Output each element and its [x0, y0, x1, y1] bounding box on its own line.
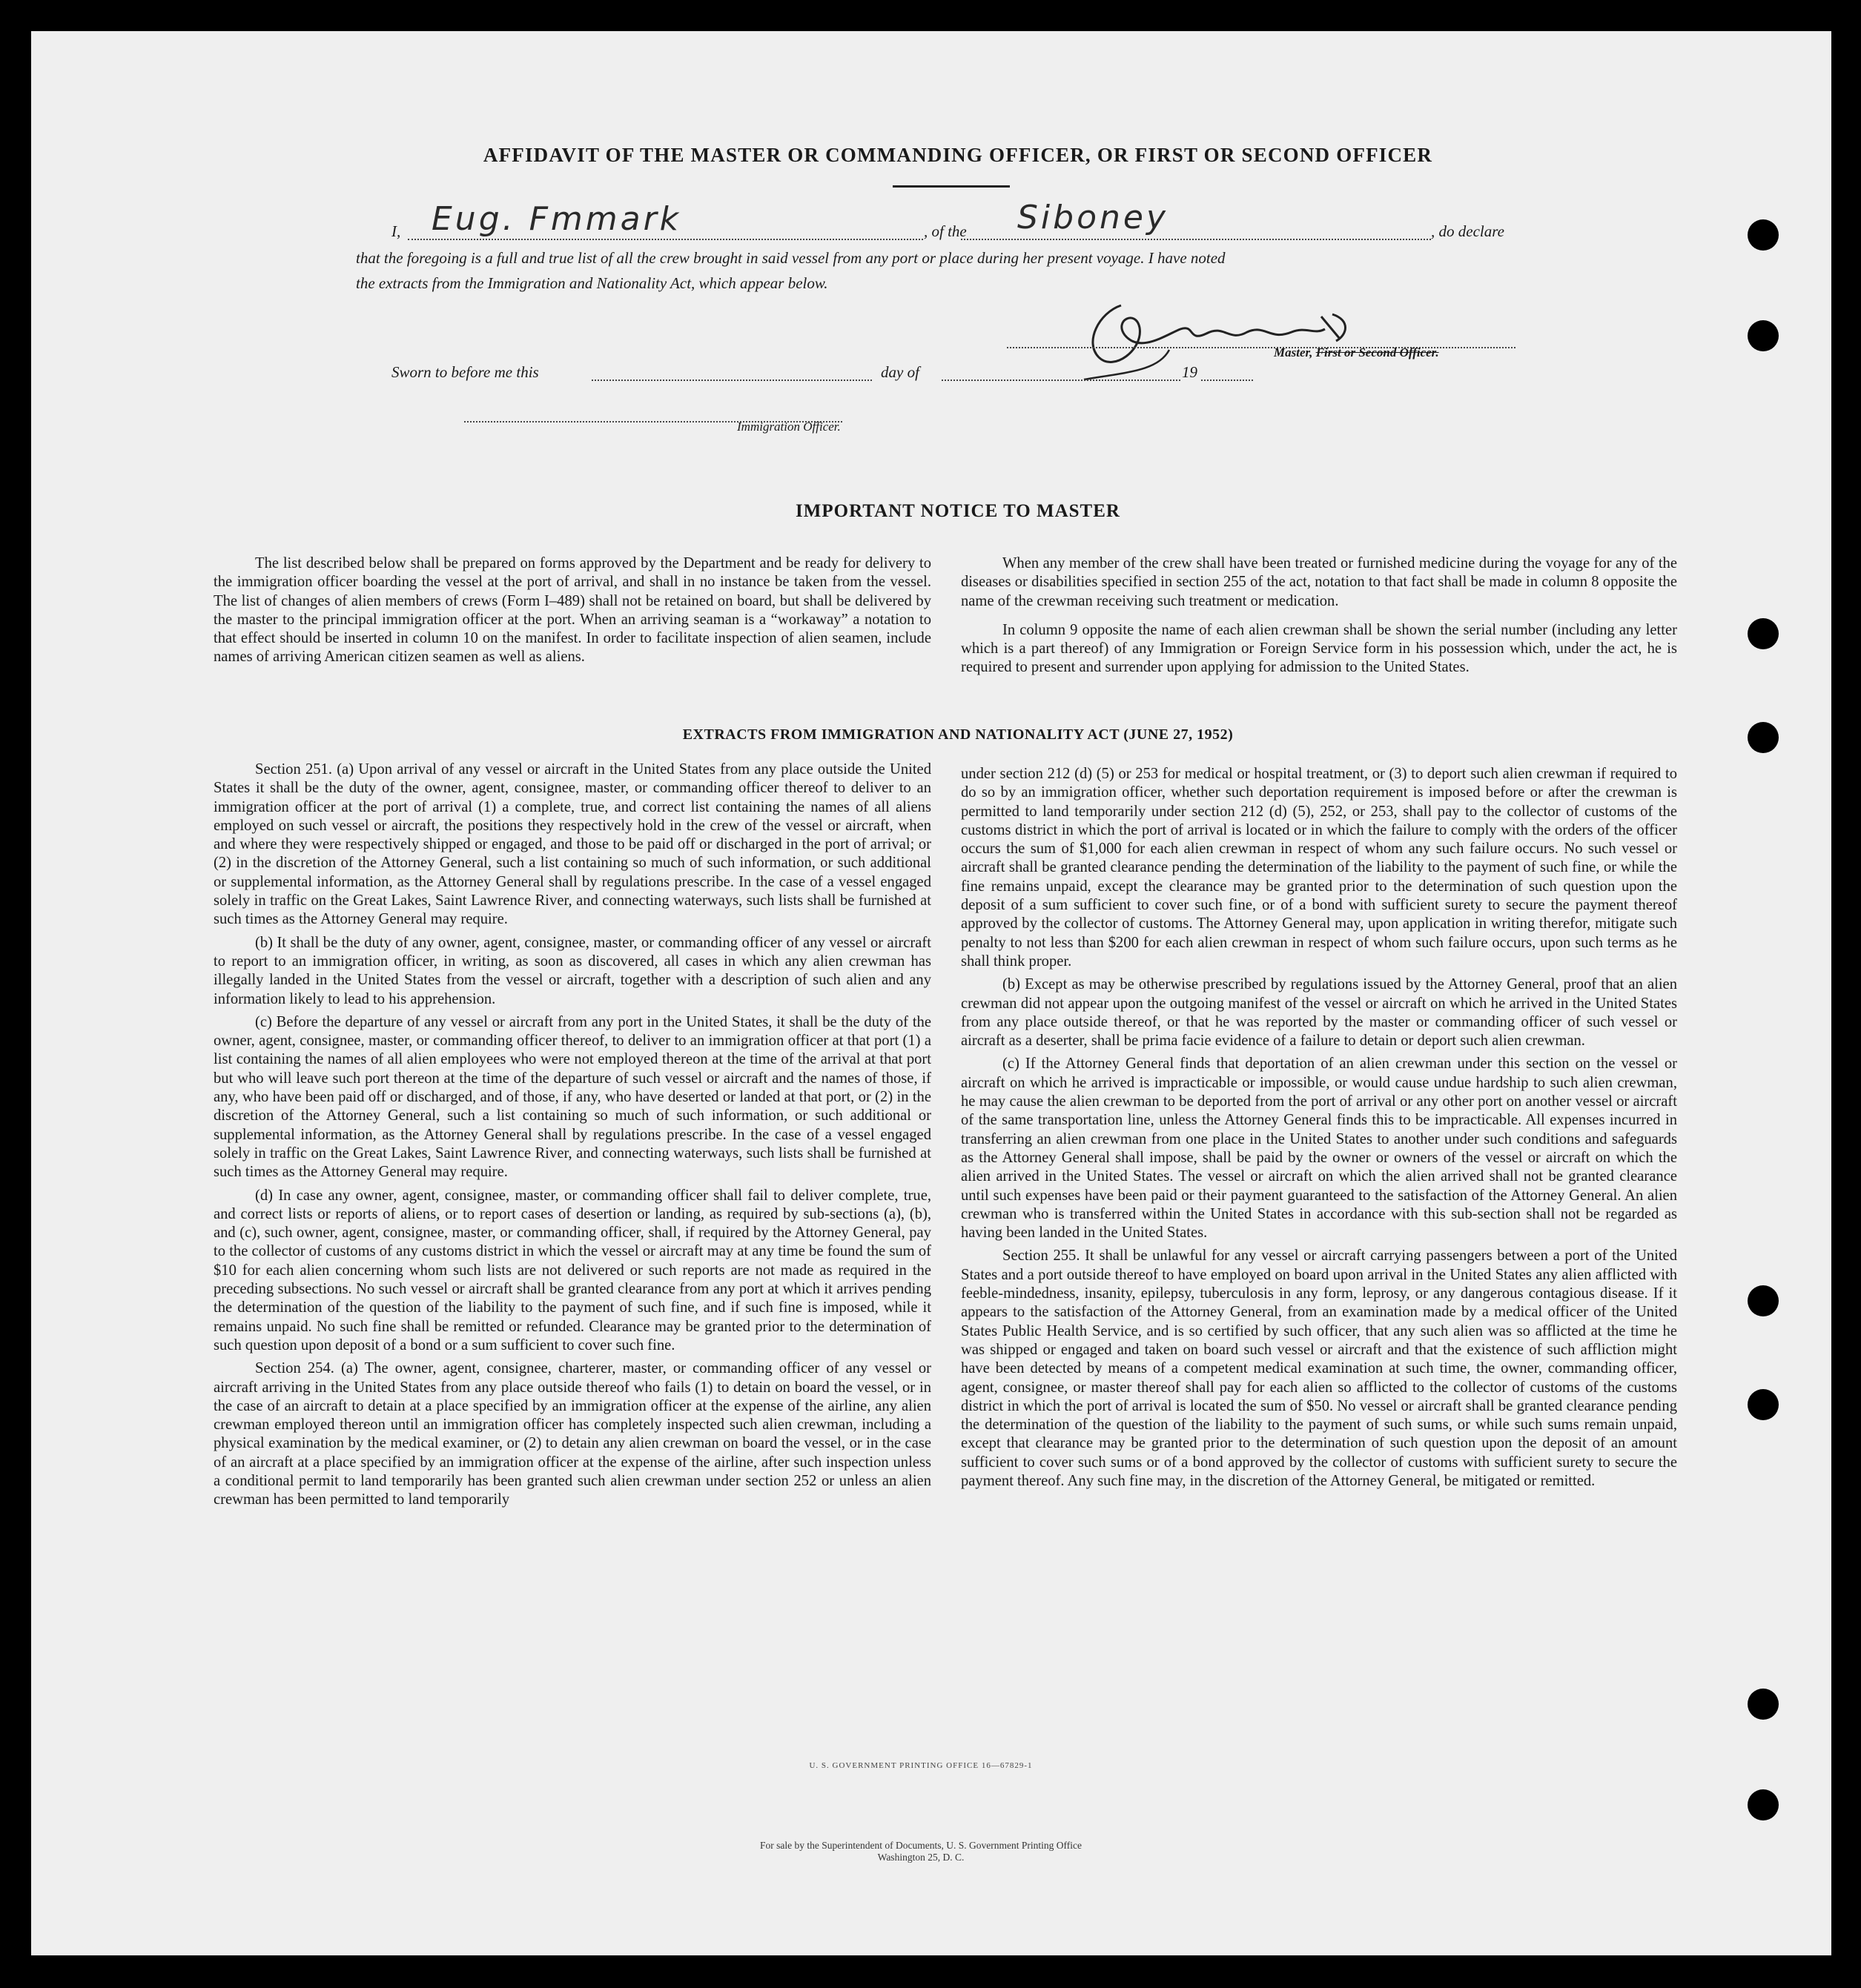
declaration-line-3: the extracts from the Immigration and Nationality Act, which appear below.: [356, 274, 828, 292]
master-label: [1274, 345, 1439, 360]
title-rule: [893, 185, 1010, 188]
of-the-label: , of the: [924, 222, 967, 240]
sale-line-1: For sale by the Superintendent of Documents, U. S. Government Printing Office: [760, 1840, 1082, 1851]
vessel-name-handwriting: Siboney: [1017, 199, 1169, 236]
binder-hole-2: [1748, 320, 1779, 351]
struck-officer-label: First or Second Officer.: [1315, 345, 1439, 360]
extracts-heading: EXTRACTS FROM IMMIGRATION AND NATIONALITY ACT (JUNE 27, 1952): [682, 726, 1234, 743]
signature-line: [1007, 341, 1515, 348]
section-251-a: Section 251. (a) Upon arrival of any vessel or aircraft in the United States from any place outside the United States it shall be the duty of the owner, agent, consignee, master, or commanding officer thereof to deliver to an immigration officer at the port of arrival (1) a complete, true, and correct list containing the names of all aliens employed on such vessel or aircraft, the positions they respectively hold in the crew of the vessel or aircraft, when and where they were respectively shipped or engaged, and those to be paid off or discharged in the port of arrival; or (2) in the discretion of the Attorney General, such a list containing so much of such information, or such additional or supplemental information, as the Attorney General shall by regulations prescribe. In the case of a vessel engaged solely in traffic on the Great Lakes, Saint Lawrence River, and connecting waterways, such lists shall be furnished at such times as the Attorney General may require.: [214, 761, 931, 928]
section-254-a: Section 254. (a) The owner, agent, consignee, charterer, master, or commanding officer of any vessel or aircraft arriving in the United States from any place outside thereof who fails (1) to detain on board the vessel, or in the case of an aircraft to detain at a place specified by an immigration officer at the expense of the airline, any alien crewman employed thereon until an immigration officer has completely inspected such alien crewman, including a physical examination by the medical examiner, or (2) to detain any alien crewman on board the vessel, or in the case of an aircraft at a place specified by an immigration officer at the expense of the airline, after such inspection unless a conditional permit to land temporarily has been granted such alien crewman under section 252 or unless an alien crewman has been permitted to land temporarily: [214, 1360, 931, 1508]
year-prefix: 19: [1182, 363, 1197, 381]
sworn-year-field[interactable]: [1201, 366, 1253, 381]
i-label: I,: [391, 222, 401, 240]
extracts-right-column: [961, 765, 1677, 1495]
notice-left-column: [214, 554, 931, 672]
master-label-text: Master,: [1274, 345, 1313, 360]
notice-right-column: [961, 554, 1677, 682]
affidavit-page: [31, 31, 1831, 1955]
sale-line-2: Washington 25, D. C.: [877, 1852, 965, 1863]
section-254-c: (c) If the Attorney General finds that deportation of an alien crewman under this section on the vessel or aircraft on which he arrived is impracticable or impossible, or would cause undue hardship to such alien crewman, he may cause the alien crewman to be deported from the port of arrival or any other port on another vessel or aircraft of the same transportation line, unless the Attorney General finds this to be impracticable. All expenses incurred in transferring an alien crewman from one place in the United States to another under such conditions and safeguards as the Attorney General shall impose, shall be paid by the owner or owners of the vessel or aircraft on which the alien arrived in the United States. The vessel or aircraft on which the alien arrived shall not be granted clearance until such expenses have been paid or their payment guaranteed to the satisfaction of the Attorney General. An alien crewman who is transferred within the United States in accordance with this sub-section shall not be regarded as having been landed in the United States.: [961, 1056, 1677, 1242]
section-251-c: (c) Before the departure of any vessel or aircraft from any port in the United States, it shall be the duty of the owner, agent, consignee, master, or commanding officer thereof, to deliver to an immigration officer at that port (1) a list containing the names of all alien employees who were not employed thereon at the time of the arrival at that port but who will leave such port thereon at the time of the departure of such vessel or aircraft and the names of those, if any, who have been paid off or discharged, and of those, if any, who have deserted or landed at that port, or (2) in the discretion of the Attorney General, such a list containing so much of such information, or such additional or supplemental information, as the Attorney General shall by regulations prescribe. In the case of a vessel engaged solely in traffic on the Great Lakes, Saint Lawrence River, and connecting waterways, such lists shall be furnished at such times as the Attorney General may require.: [214, 1013, 931, 1181]
immigration-officer-label: Immigration Officer.: [737, 420, 841, 434]
sworn-label: Sworn to before me this: [391, 363, 539, 381]
printing-office-code: U. S. GOVERNMENT PRINTING OFFICE 16—67829-1: [809, 1761, 1033, 1770]
binder-hole-7: [1748, 1689, 1779, 1720]
do-declare-label: , do declare: [1431, 222, 1504, 240]
section-254-b: (b) Except as may be otherwise prescribed by regulations issued by the Attorney General, proof that an alien crewman did not appear upon the outgoing manifest of the vessel or aircraft on which he arrived in the United States from any place outside thereof, or that he was reported by the master or commanding officer of such vessel or aircraft as a deserter, shall be prima facie evidence of a failure to detain or deport such alien crewman.: [961, 976, 1677, 1050]
section-251-b: (b) It shall be the duty of any owner, agent, consignee, master, or commanding officer of any vessel or aircraft to report to an immigration officer, in writing, as soon as discovered, all cases in which any alien crewman has illegally landed in the United States from the vessel or aircraft, together with a description of such alien and any information likely to lead to his apprehension.: [214, 934, 931, 1007]
declaration-line-2: that the foregoing is a full and true list of all the crew brought in said vessel from any port or place during her present voyage. I have noted: [356, 249, 1226, 267]
section-254-a-continued: under section 212 (d) (5) or 253 for medical or hospital treatment, or (3) to deport such alien crewman if required to do so by an immigration officer, whether such deportation requirement is imposed before or after the crewman is permitted to land temporarily under section 212 (d) (5), 252, or 253, shall pay to the collector of customs of the customs district in which the port of arrival is located or in which the failure to comply with the orders of the officer occurs the sum of $1,000 for each alien crewman in respect of whom any such failure occurs. No such vessel or aircraft shall be granted clearance pending the determination of the liability to the payment of such fine, or while the fine remains unpaid, except the clearance may be granted prior to the determination of such question upon the deposit of a sum sufficient to cover such fine, or of a bond with sufficient surety to secure the payment thereof approved by the collector of customs. The Attorney General may, upon application in writing therefor, mitigate such penalty to not less than $200 for each alien crewman in respect of whom such failure occurs, upon such terms as he shall think proper.: [961, 766, 1677, 970]
day-of-label: day of: [881, 363, 919, 381]
notice-right-text-2: In column 9 opposite the name of each alien crewman shall be shown the serial number (including any letter which is a part thereof) of any Immigration or Foreign Service form in his possession which, under the act, he is required to present and surrender upon applying for admission to the United States.: [961, 621, 1677, 676]
binder-hole-4: [1748, 722, 1779, 753]
master-name-handwriting: Eug. Fmmark: [432, 200, 682, 238]
affidavit-title: AFFIDAVIT OF THE MASTER OR COMMANDING OFFICER, OR FIRST OR SECOND OFFICER: [483, 144, 1433, 166]
sworn-month-field[interactable]: [942, 366, 1180, 381]
section-255: Section 255. It shall be unlawful for any vessel or aircraft carrying passengers between a port of the United States and a port outside thereof to have employed on board upon arrival in the United States any alien afflicted with feeble-mindedness, insanity, epilepsy, tuberculosis in any form, leprosy, or any dangerous contagious disease. If it appears to the satisfaction of the Attorney General, from an examination made by a medical officer of the United States Public Health Service, and is so certified by such officer, that any such alien was so afflicted at the time he was shipped or engaged and taken on board such vessel or aircraft and that the existence of such affliction might have been detected by means of a competent medical examination at such time, the owner, commanding officer, agent, consignee, or master thereof shall pay for each alien so afflicted to the collector of customs of the customs district in which the port of arrival is located the sum of $50. No vessel or aircraft shall be granted clearance pending the determination of the question of the liability to the payment of such sums, or while such sums remain unpaid, except that clearance may be granted prior to the determination of such question upon the deposit of an amount sufficient to cover such sums or of a bond approved by the collector of customs with sufficient surety to secure the payment thereof. Any such fine may, in the discretion of the Attorney General, be mitigated or remitted.: [961, 1248, 1677, 1489]
binder-hole-8: [1748, 1789, 1779, 1820]
notice-left-text: The list described below shall be prepared on forms approved by the Department and be ready for delivery to the immigration officer boarding the vessel at the port of arrival, and shall in no instance be taken from the vessel. The list of changes of alien members of crews (Form I–489) shall not be retained on board, but shall be delivered by the master to the principal immigration officer at the port. When an arriving seaman is a “workaway” a notation to that effect should be inserted in column 10 on the manifest. In order to facilitate inspection of alien seamen, include names of arriving American citizen seamen as well as aliens.: [214, 555, 931, 666]
binder-hole-3: [1748, 618, 1779, 649]
binder-hole-1: [1748, 219, 1779, 251]
binder-hole-5: [1748, 1285, 1779, 1316]
binder-hole-6: [1748, 1389, 1779, 1420]
notice-heading: IMPORTANT NOTICE TO MASTER: [796, 501, 1120, 521]
sworn-day-field[interactable]: [592, 366, 872, 381]
sale-notice: [550, 1840, 1292, 1863]
section-251-d: (d) In case any owner, agent, consignee, master, or commanding officer shall fail to deliver complete, true, and correct lists or reports of aliens, or to report cases of desertion or landing, as required by sub-sections (a), (b), and (c), such owner, agent, consignee, master, or commanding officer, shall, if required by the Attorney General, pay to the collector of customs of any customs district in which the vessel or aircraft may at any time be found the sum of $10 for each alien concerning whom such lists are not delivered or such reports are not made as required in the preceding subsections. No such vessel or aircraft shall be granted clearance from any port at which it arrives pending the determination of the question of the liability to the payment of such fine, and if such fine is imposed, while it remains unpaid. No such fine shall be remitted or refunded. Clearance may be granted prior to the determination of such question upon deposit of a bond or a sum sufficient to cover such fine.: [214, 1187, 931, 1354]
notice-right-text-1: When any member of the crew shall have been treated or furnished medicine during the voyage for any of the diseases or disabilities specified in section 255 of the act, notation to that fact shall be made in column 8 opposite the name of the crewman receiving such treatment or medication.: [961, 555, 1677, 609]
extracts-left-column: [214, 761, 931, 1514]
